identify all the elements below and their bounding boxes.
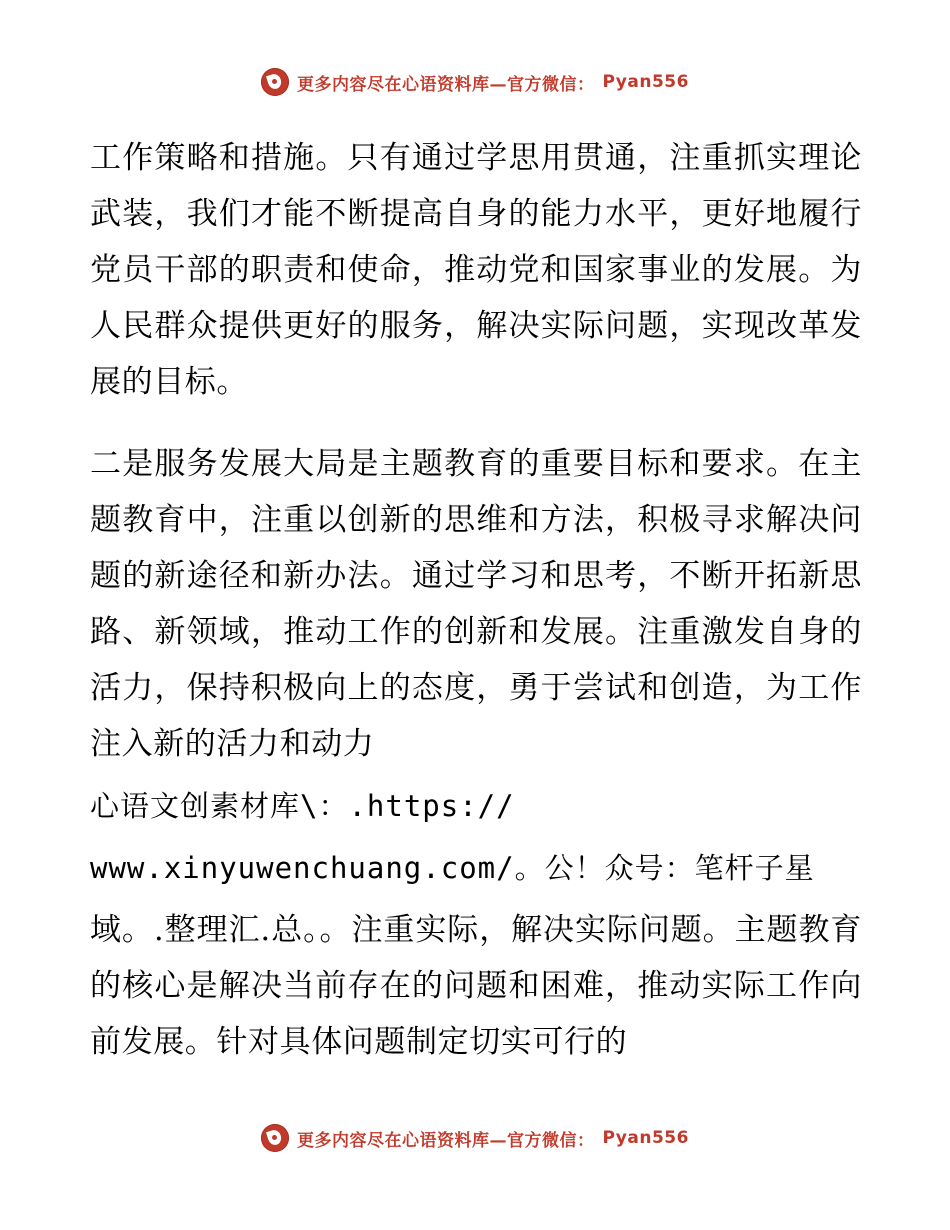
- paragraph-2: 二是服务发展大局是主题教育的重要目标和要求。在主题教育中，注重以创新的思维和方法，积极寻求解决问题的新途径和新办法。通过学习和思考，不断开拓新思路、新领域，推动工作的创新和发展。注重激发自身的活力，保持积极向上的态度，勇于尝试和创造，为工作注入新的活力和动力: [90, 446, 862, 762]
- footer-banner-account: Pyan556: [602, 1128, 689, 1148]
- header-banner-account: Pyan556: [602, 72, 689, 92]
- paragraph-watermark-url-2: www.xinyuwenchuang.com/。公！众号：笔杆子星: [90, 851, 815, 885]
- footer-banner-text: 更多内容尽在心语资料库—官方微信：: [297, 1130, 595, 1151]
- footer-watermark-banner: [0, 1124, 950, 1152]
- header-banner-text: 更多内容尽在心语资料库—官方微信：: [297, 74, 595, 95]
- header-watermark-banner: [0, 68, 950, 96]
- document-body: [0, 130, 950, 1230]
- red-circle-leaf-logo-icon: [261, 68, 289, 96]
- paragraph-watermark-url-1: 心语文创素材库\：.https://: [90, 789, 515, 823]
- paragraph-3: 域。.整理汇.总。。注重实际，解决实际问题。主题教育的核心是解决当前存在的问题和困难，推动实际工作向前发展。针对具体问题制定切实可行的: [90, 912, 862, 1060]
- red-circle-leaf-logo-icon: [261, 1124, 289, 1152]
- paragraph-1: 工作策略和措施。只有通过学思用贯通，注重抓实理论武装，我们才能不断提高自身的能力水平，更好地履行党员干部的职责和使命，推动党和国家事业的发展。为人民群众提供更好的服务，解决实际问题，实现改革发展的目标。: [90, 140, 862, 400]
